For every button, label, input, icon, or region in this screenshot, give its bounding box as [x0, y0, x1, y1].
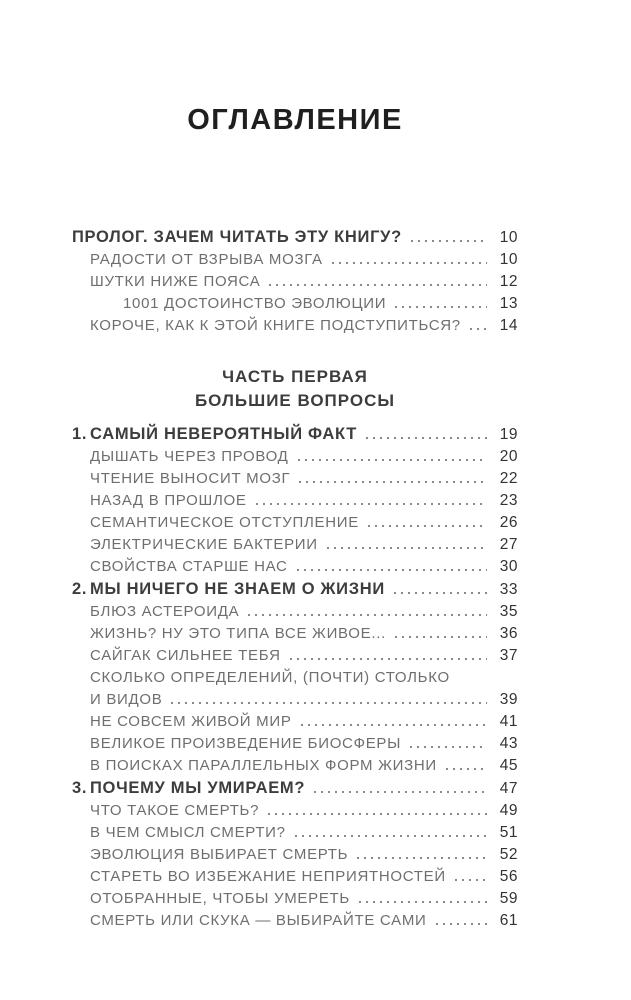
toc-entry-label: САМЫЙ НЕВЕРОЯТНЫЙ ФАКТ — [90, 425, 358, 443]
toc-entry — [72, 689, 518, 711]
toc-entry-page: 27 — [499, 536, 518, 553]
toc-entry-label: КОРОЧЕ, КАК К ЭТОЙ КНИГЕ ПОДСТУПИТЬСЯ? — [90, 317, 461, 334]
toc-leader-dots — [301, 724, 487, 726]
toc-entry-page: 20 — [499, 448, 518, 465]
toc-leader-dots — [366, 437, 487, 439]
toc-leader-dots — [248, 614, 487, 616]
toc-entry-page: 10 — [499, 251, 518, 268]
toc-leader-dots — [297, 569, 487, 571]
toc-entry-page: 47 — [499, 780, 518, 797]
toc-entry-page: 52 — [499, 846, 518, 863]
toc-leader-dots — [332, 262, 487, 264]
toc-entry-page: 39 — [499, 691, 518, 708]
toc-entry-label: ПОЧЕМУ МЫ УМИРАЕМ? — [90, 779, 306, 797]
toc-entry-label: НЕ СОВСЕМ ЖИВОЙ МИР — [90, 713, 292, 730]
toc-leader-dots — [394, 592, 487, 594]
toc-entry-page: 59 — [499, 890, 518, 907]
toc-leader-dots — [395, 636, 487, 638]
toc-entry-label: СКОЛЬКО ОПРЕДЕЛЕНИЙ, (ПОЧТИ) СТОЛЬКО — [90, 669, 450, 686]
page-title: ОГЛАВЛЕНИЕ — [187, 104, 403, 136]
toc-entry-page: 61 — [499, 912, 518, 929]
toc-entry-label: 1001 ДОСТОИНСТВО ЭВОЛЮЦИИ — [123, 295, 387, 312]
toc-entry — [72, 490, 518, 512]
toc-entry-page: 49 — [499, 802, 518, 819]
toc-entry — [72, 271, 518, 293]
toc-entry-label: ЭВОЛЮЦИЯ ВЫБИРАЕТ СМЕРТЬ — [90, 846, 349, 863]
toc-entry-page: 35 — [499, 603, 518, 620]
toc-entry — [72, 601, 518, 623]
toc-leader-dots — [446, 768, 487, 770]
toc-leader-dots — [298, 459, 487, 461]
toc-entry-label: СЕМАНТИЧЕСКОЕ ОТСТУПЛЕНИЕ — [90, 514, 359, 531]
toc-entry — [72, 645, 518, 667]
toc-entry-label: ЖИЗНЬ? НУ ЭТО ТИПА ВСЕ ЖИВОЕ... — [90, 625, 386, 642]
toc-leader-dots — [455, 879, 487, 881]
toc-entry-page: 12 — [499, 273, 518, 290]
toc-entry-label: СМЕРТЬ ИЛИ СКУКА — ВЫБИРАЙТЕ САМИ — [90, 912, 427, 929]
toc-entry — [72, 866, 518, 888]
toc-entry-page: 56 — [499, 868, 518, 885]
toc-entry — [72, 556, 518, 578]
toc-entry — [72, 468, 518, 490]
toc-entry-page: 45 — [499, 757, 518, 774]
toc-entry — [72, 423, 518, 446]
toc-entry — [72, 226, 518, 249]
toc-entry-label: СВОЙСТВА СТАРШЕ НАС — [90, 558, 288, 575]
toc-entry — [72, 711, 518, 733]
toc-entry — [72, 249, 518, 271]
toc-entry-page: 13 — [499, 295, 518, 312]
toc-part-line: БОЛЬШИЕ ВОПРОСЫ — [194, 391, 396, 410]
toc-leader-dots — [290, 658, 487, 660]
toc-entry-page: 22 — [499, 470, 518, 487]
toc-entry — [72, 534, 518, 556]
toc-entry — [72, 578, 518, 601]
toc-entry — [72, 755, 518, 777]
toc-leader-dots — [256, 503, 487, 505]
toc-entry-label: В ЧЕМ СМЫСЛ СМЕРТИ? — [90, 824, 286, 841]
toc-leader-dots — [314, 791, 487, 793]
toc-entry — [72, 733, 518, 755]
toc-entry-page: 37 — [499, 647, 518, 664]
toc-entry-page: 51 — [499, 824, 518, 841]
toc-entry — [72, 315, 518, 337]
toc-entry-label: ЭЛЕКТРИЧЕСКИЕ БАКТЕРИИ — [90, 536, 318, 553]
toc-leader-dots — [459, 680, 511, 682]
toc-leader-dots — [411, 240, 487, 242]
toc-leader-dots — [410, 746, 487, 748]
toc-leader-dots — [269, 284, 487, 286]
toc-entry — [72, 293, 518, 315]
toc-entry-label: САЙГАК СИЛЬНЕЕ ТЕБЯ — [90, 647, 281, 664]
toc-part-heading — [72, 365, 518, 413]
toc-entry-label: БЛЮЗ АСТЕРОИДА — [90, 603, 240, 620]
toc-entry — [72, 512, 518, 534]
toc-leader-dots — [436, 923, 487, 925]
toc-entry-label: ШУТКИ НИЖЕ ПОЯСА — [90, 273, 261, 290]
toc-entry-label: В ПОИСКАХ ПАРАЛЛЕЛЬНЫХ ФОРМ ЖИЗНИ — [90, 757, 437, 774]
toc-entry-label: ПРОЛОГ. ЗАЧЕМ ЧИТАТЬ ЭТУ КНИГУ? — [72, 228, 402, 246]
toc-leader-dots — [470, 328, 487, 330]
toc-leader-dots — [171, 702, 487, 704]
toc-entry — [72, 777, 518, 800]
toc-entry — [72, 888, 518, 910]
toc-entry — [72, 667, 518, 689]
toc-entry-number: 1. — [72, 425, 88, 443]
toc-entry-page: 33 — [499, 581, 518, 598]
toc-entry — [72, 822, 518, 844]
toc-entry-label: МЫ НИЧЕГО НЕ ЗНАЕМ О ЖИЗНИ — [90, 580, 385, 598]
toc-leader-dots — [268, 813, 487, 815]
toc-part-line: ЧАСТЬ ПЕРВАЯ — [222, 367, 368, 386]
toc-entry-label: И ВИДОВ — [90, 691, 163, 708]
toc-leader-dots — [295, 835, 487, 837]
toc-leader-dots — [395, 306, 487, 308]
toc-entry-label: РАДОСТИ ОТ ВЗРЫВА МОЗГА — [90, 251, 323, 268]
toc-entry-label: НАЗАД В ПРОШЛОЕ — [90, 492, 247, 509]
toc-entry-page: 19 — [499, 426, 518, 443]
toc-leader-dots — [299, 481, 487, 483]
toc-entry-label: ЧТО ТАКОЕ СМЕРТЬ? — [90, 802, 260, 819]
toc-entry-page: 14 — [499, 317, 518, 334]
toc-entry-number: 2. — [72, 580, 88, 598]
toc-entry-number: 3. — [72, 779, 88, 797]
toc-entry — [72, 910, 518, 932]
toc-entry-page: 10 — [499, 229, 518, 246]
toc-leader-dots — [359, 901, 487, 903]
toc-entry-label: ДЫШАТЬ ЧЕРЕЗ ПРОВОД — [90, 448, 289, 465]
toc-entry-page: 43 — [499, 735, 518, 752]
toc-entry — [72, 446, 518, 468]
toc-entry — [72, 844, 518, 866]
toc-leader-dots — [368, 525, 487, 527]
toc-entry-label: СТАРЕТЬ ВО ИЗБЕЖАНИЕ НЕПРИЯТНОСТЕЙ — [90, 868, 446, 885]
toc-list — [72, 226, 518, 932]
toc-leader-dots — [327, 547, 487, 549]
toc-entry — [72, 623, 518, 645]
toc-entry-page: 23 — [499, 492, 518, 509]
toc-entry-page: 36 — [499, 625, 518, 642]
toc-entry-page: 41 — [499, 713, 518, 730]
toc-entry-page: 26 — [499, 514, 518, 531]
toc-entry-page: 30 — [499, 558, 518, 575]
toc-entry-label: ВЕЛИКОЕ ПРОИЗВЕДЕНИЕ БИОСФЕРЫ — [90, 735, 402, 752]
toc-leader-dots — [357, 857, 487, 859]
toc-entry-label: ОТОБРАННЫЕ, ЧТОБЫ УМЕРЕТЬ — [90, 890, 350, 907]
toc-entry-label: ЧТЕНИЕ ВЫНОСИТ МОЗГ — [90, 470, 291, 487]
toc-entry — [72, 800, 518, 822]
